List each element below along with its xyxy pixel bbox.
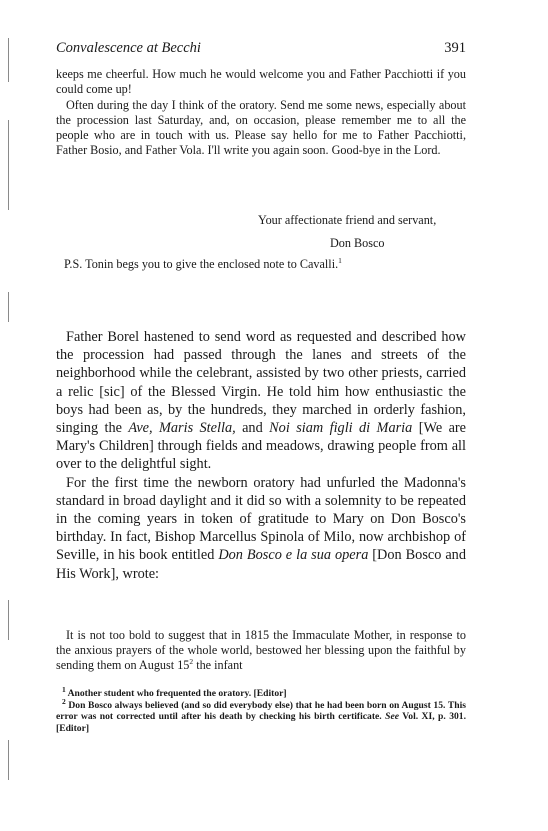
letter-signature: Don Bosco	[330, 236, 385, 250]
postscript-text: P.S. Tonin begs you to give the enclosed note to Cavalli.	[64, 257, 339, 271]
footnote-1: $^1$ Another student who frequented the oratory. [Editor]	[62, 684, 287, 699]
footnote-2: $^2$ Don Bosco always believed (and so did everybody else) that he had been born on August 15. This error was not corrected until after his death by checking his birth certificate. See Vol. XI, p. 301. [Editor]	[56, 696, 466, 734]
scan-edge-mark	[8, 38, 9, 82]
page-header	[56, 40, 466, 60]
narrative-text	[56, 328, 466, 583]
narrative-paragraph: Father Borel hastened to send word as requested and described how the procession had passed through the lanes and streets of the neighborhood while the celebrant, assisted by two other priests, carried a relic [sic] of the Blessed Virgin. He told him how enthusiastic the boys had been as, by the hundreds, they marched in orderly fashion, singing the Ave, Maris Stella, and Noi siam figli di Maria [We are Mary's Children] through fields and meadows, drawing people from all over to the delightful sight.	[56, 329, 467, 473]
footnotes	[56, 684, 466, 734]
letter-paragraph: Often during the day I think of the oratory. Send me some news, especially about the procession last Saturday, and, on occasion, please remember me to all the people who are in touch with us. Please say hello for me to Father Pacchiotti, Father Bosio, and Father Vola. I'll write you again soon. Good-bye in the Lord.	[56, 97, 466, 158]
scan-edge-mark	[8, 600, 9, 640]
scan-edge-mark	[8, 292, 9, 322]
quote-paragraph: It is not too bold to suggest that in 1815 the Immaculate Mother, in response to the anxious prayers of the whole world, bestowed her blessing upon the faithful by sending them on August $15^2$ the infant	[56, 628, 466, 673]
block-quote	[56, 628, 466, 674]
letter-text	[56, 67, 466, 159]
postscript	[64, 257, 342, 272]
page-number: 391	[444, 40, 466, 56]
footnote-ref: 2	[189, 657, 194, 667]
scan-edge-mark	[8, 740, 9, 780]
letter-closing: Your affectionate friend and servant,	[258, 213, 437, 227]
footnote-ref: 1	[338, 255, 342, 265]
running-head: Convalescence at Becchi	[56, 40, 201, 56]
scan-edge-mark	[8, 120, 9, 210]
letter-paragraph: keeps me cheerful. How much he would welcome you and Father Pacchiotti if you could come up!	[56, 67, 466, 97]
narrative-paragraph: For the first time the newborn oratory had unfurled the Madonna's standard in broad daylight and it did so with a solemnity to be repeated in the coming years in token of gratitude to Mary on Don Bosco's birthday. In fact, Bishop Marcellus Spinola of Milo, now archbishop of Seville, in his book entitled Don Bosco e la sua opera [Don Bosco and His Work], wrote:	[56, 474, 466, 582]
